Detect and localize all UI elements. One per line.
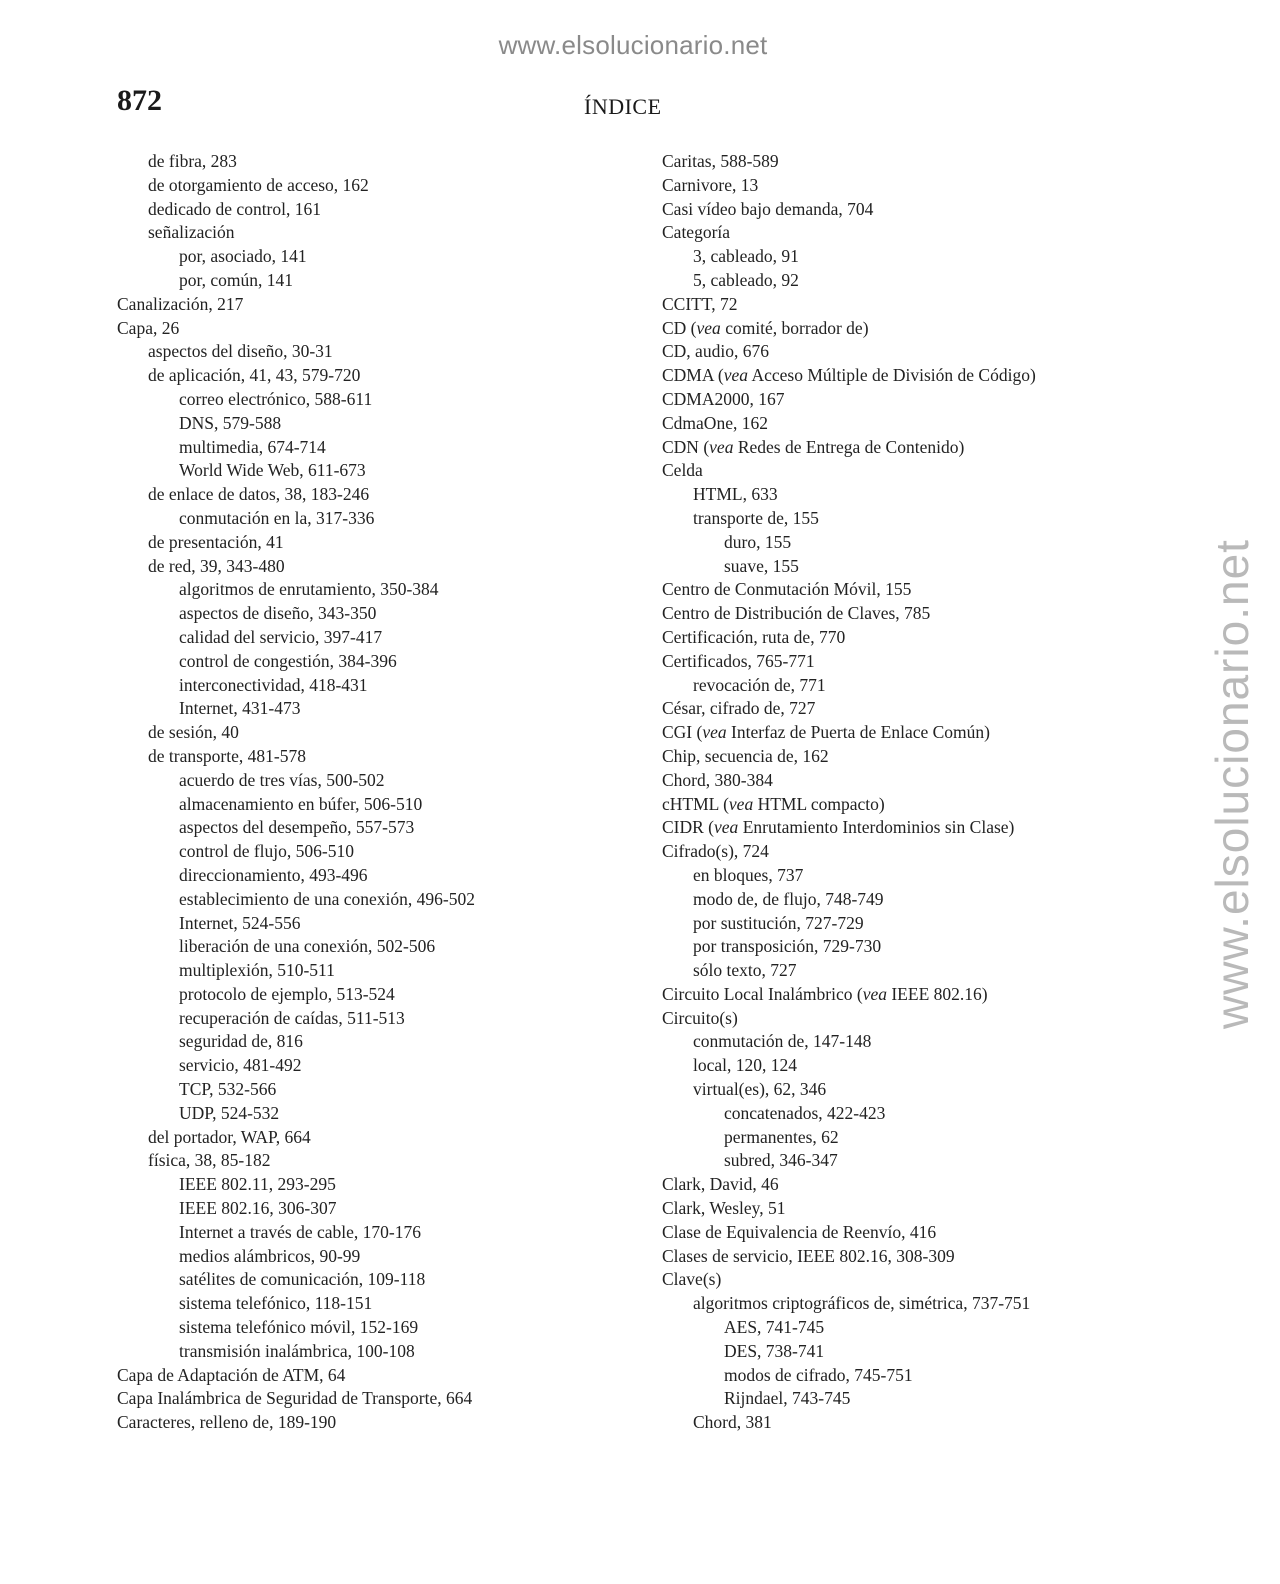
entry-text: CDMA (: [662, 365, 724, 386]
index-entry: [662, 816, 1182, 840]
index-entry: CDMA2000, 167: [662, 388, 785, 409]
index-entry: permanentes, 62: [724, 1126, 839, 1147]
index-entry: direccionamiento, 493-496: [179, 864, 368, 885]
index-entry: concatenados, 422-423: [724, 1102, 886, 1123]
index-entry: sistema telefónico, 118-151: [179, 1293, 373, 1314]
index-entry: 5, cableado, 92: [693, 269, 799, 290]
index-entry: suave, 155: [724, 555, 799, 576]
index-entry: aspectos de diseño, 343-350: [179, 603, 377, 624]
index-entry: Caracteres, relleno de, 189-190: [117, 1412, 337, 1433]
index-entry: duro, 155: [724, 531, 792, 552]
index-entry: del portador, WAP, 664: [148, 1126, 311, 1147]
page-header-title: ÍNDICE: [584, 94, 662, 119]
index-entry: en bloques, 737: [693, 864, 804, 885]
index-entry: 3, cableado, 91: [693, 246, 799, 267]
index-entry: Chip, secuencia de, 162: [662, 745, 829, 766]
index-entry: Clark, David, 46: [662, 1174, 779, 1195]
index-entry: de presentación, 41: [148, 531, 284, 552]
index-entry: de enlace de datos, 38, 183-246: [148, 484, 370, 505]
index-entry: de transporte, 481-578: [148, 745, 306, 766]
index-entry: Capa de Adaptación de ATM, 64: [117, 1364, 346, 1385]
index-entry: DES, 738-741: [724, 1340, 825, 1361]
index-entry: multiplexión, 510-511: [179, 960, 335, 981]
index-entry: IEEE 802.16, 306-307: [179, 1198, 337, 1219]
index-column-right: [662, 150, 1182, 1435]
see-reference: vea: [723, 365, 749, 386]
index-entry: [662, 721, 1182, 745]
index-entry: Internet a través de cable, 170-176: [179, 1221, 421, 1242]
index-entry: [662, 364, 1182, 388]
index-entry: Internet, 524-556: [179, 912, 301, 933]
index-entry: Clark, Wesley, 51: [662, 1198, 786, 1219]
index-entry: DNS, 579-588: [179, 412, 282, 433]
index-entry: por, común, 141: [179, 269, 294, 290]
index-entry: [662, 436, 1182, 460]
index-entry: [662, 317, 1182, 341]
index-entry: Circuito(s): [662, 1007, 738, 1028]
index-entry: Canalización, 217: [117, 293, 244, 314]
index-entry: Clase de Equivalencia de Reenvío, 416: [662, 1221, 937, 1242]
index-entry: HTML, 633: [693, 484, 778, 505]
index-entry: Internet, 431-473: [179, 698, 301, 719]
index-entry: revocación de, 771: [693, 674, 826, 695]
index-entry: Carnivore, 13: [662, 174, 759, 195]
index-entry: dedicado de control, 161: [148, 198, 322, 219]
index-entry: de sesión, 40: [148, 722, 239, 743]
index-entry: subred, 346-347: [724, 1150, 838, 1171]
index-entry: Centro de Distribución de Claves, 785: [662, 603, 931, 624]
entry-text: IEEE 802.16): [886, 983, 988, 1004]
see-reference: vea: [714, 817, 739, 838]
index-entry: sistema telefónico móvil, 152-169: [179, 1317, 419, 1338]
index-entry: Chord, 380-384: [662, 769, 773, 790]
index-entry: transporte de, 155: [693, 507, 819, 528]
index-entry: física, 38, 85-182: [148, 1150, 271, 1171]
index-entry: de fibra, 283: [148, 151, 237, 171]
index-entry: de red, 39, 343-480: [148, 555, 285, 576]
entry-text: Circuito Local Inalámbrico (: [662, 983, 863, 1004]
index-entry: Clave(s): [662, 1269, 722, 1290]
index-entry: conmutación de, 147-148: [693, 1031, 872, 1052]
index-entry: Chord, 381: [693, 1412, 772, 1433]
index-entry: por, asociado, 141: [179, 246, 307, 267]
see-reference: vea: [702, 722, 727, 743]
index-entry: establecimiento de una conexión, 496-502: [179, 888, 475, 909]
index-entry: liberación de una conexión, 502-506: [179, 936, 436, 957]
index-entry: Categoría: [662, 222, 731, 243]
index-entry: por transposición, 729-730: [693, 936, 882, 957]
index-entry: UDP, 524-532: [179, 1102, 280, 1123]
index-entry: [662, 793, 1182, 817]
index-entry: de aplicación, 41, 43, 579-720: [148, 365, 361, 386]
index-entry: Caritas, 588-589: [662, 151, 779, 171]
index-entry: Centro de Conmutación Móvil, 155: [662, 579, 912, 600]
entry-text: Redes de Entrega de Contenido): [733, 436, 965, 457]
see-reference: vea: [709, 436, 734, 457]
index-entry: correo electrónico, 588-611: [179, 388, 373, 409]
index-entry: AES, 741-745: [724, 1317, 825, 1338]
entry-text: comité, borrador de): [720, 317, 869, 338]
index-entry: conmutación en la, 317-336: [179, 507, 375, 528]
index-entry: Capa, 26: [117, 317, 180, 338]
index-entry: satélites de comunicación, 109-118: [179, 1269, 426, 1290]
index-entry: CCITT, 72: [662, 293, 738, 314]
index-entry: control de congestión, 384-396: [179, 650, 397, 671]
index-entry: César, cifrado de, 727: [662, 698, 816, 719]
index-entry: medios alámbricos, 90-99: [179, 1245, 361, 1266]
index-entry: por sustitución, 727-729: [693, 912, 864, 933]
index-entry: sólo texto, 727: [693, 960, 797, 981]
index-column-left: [117, 150, 617, 1435]
index-entry: IEEE 802.11, 293-295: [179, 1174, 336, 1195]
index-entry: local, 120, 124: [693, 1055, 798, 1076]
watermark-top: www.elsolucionario.net: [498, 30, 768, 60]
entry-text: Acceso Múltiple de División de Código): [748, 365, 1036, 386]
see-reference: vea: [696, 317, 721, 338]
see-reference: vea: [862, 983, 887, 1004]
index-entry: modo de, de flujo, 748-749: [693, 888, 884, 909]
index-entry: Capa Inalámbrica de Seguridad de Transporte, 664: [117, 1388, 473, 1409]
index-entry: multimedia, 674-714: [179, 436, 326, 457]
index-entry: interconectividad, 418-431: [179, 674, 368, 695]
index-entry: algoritmos de enrutamiento, 350-384: [179, 579, 439, 600]
entry-text: Interfaz de Puerta de Enlace Común): [726, 722, 990, 743]
entry-text: Enrutamiento Interdominios sin Clase): [738, 817, 1015, 838]
index-entry: modos de cifrado, 745-751: [724, 1364, 913, 1385]
index-entry: Celda: [662, 460, 703, 481]
entry-text: HTML compacto): [753, 793, 885, 814]
entry-text: CGI (: [662, 722, 703, 743]
index-entry: Certificación, ruta de, 770: [662, 626, 846, 647]
index-entry: Cifrado(s), 724: [662, 841, 769, 862]
entry-text: cHTML (: [662, 793, 729, 814]
index-entry: World Wide Web, 611-673: [179, 460, 366, 481]
index-entry: seguridad de, 816: [179, 1031, 303, 1052]
index-entry: recuperación de caídas, 511-513: [179, 1007, 405, 1028]
index-entry: calidad del servicio, 397-417: [179, 626, 383, 647]
index-entry: aspectos del desempeño, 557-573: [179, 817, 415, 838]
index-entry: algoritmos criptográficos de, simétrica, 737-751: [693, 1293, 1031, 1314]
index-entry: servicio, 481-492: [179, 1055, 302, 1076]
index-entry: protocolo de ejemplo, 513-524: [179, 983, 395, 1004]
index-entry: acuerdo de tres vías, 500-502: [179, 769, 385, 790]
index-entry: control de flujo, 506-510: [179, 841, 354, 862]
index-entry: de otorgamiento de acceso, 162: [148, 174, 369, 195]
index-entry: Certificados, 765-771: [662, 650, 815, 671]
index-entry: almacenamiento en búfer, 506-510: [179, 793, 423, 814]
index-entry: TCP, 532-566: [179, 1079, 277, 1100]
see-reference: vea: [728, 793, 754, 814]
index-entry: Rijndael, 743-745: [724, 1388, 851, 1409]
entry-text: CIDR (: [662, 817, 715, 838]
index-entry: CdmaOne, 162: [662, 412, 768, 433]
entry-text: CD (: [662, 317, 697, 338]
index-entry: virtual(es), 62, 346: [693, 1079, 827, 1100]
watermark-side: www.elsolucionario.net: [1206, 539, 1258, 1029]
index-entry: señalización: [148, 222, 235, 243]
index-entry: aspectos del diseño, 30-31: [148, 341, 333, 362]
index-entry: CD, audio, 676: [662, 341, 769, 362]
index-entry: Casi vídeo bajo demanda, 704: [662, 198, 874, 219]
index-entry: transmisión inalámbrica, 100-108: [179, 1340, 415, 1361]
entry-text: CDN (: [662, 436, 710, 457]
index-entry: [662, 983, 1182, 1007]
page-number: 872: [117, 84, 162, 117]
index-entry: Clases de servicio, IEEE 802.16, 308-309: [662, 1245, 955, 1266]
